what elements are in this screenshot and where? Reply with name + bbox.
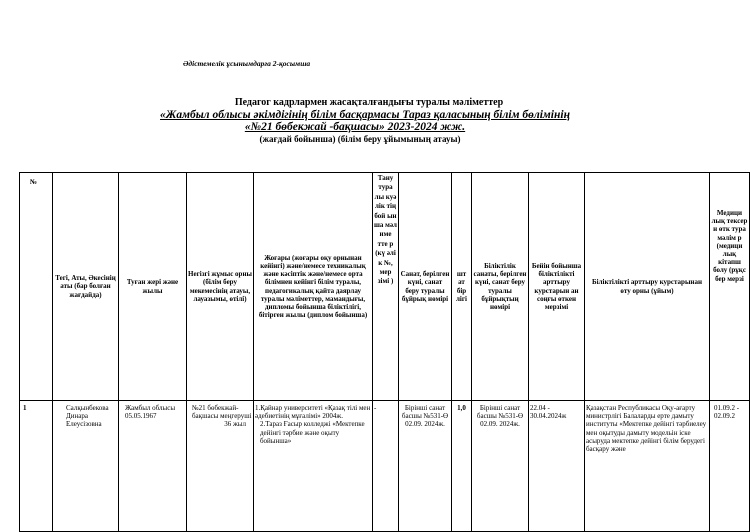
title-line-4: (жағдай бойынша) (білім беру ұйымының атауы)	[259, 134, 461, 144]
row-qualification: Бірінші санат басшы №531-Ө 02.09. 2024ж.	[472, 401, 529, 532]
row-training-period: 22.04 - 30.04.2024ж	[529, 401, 585, 532]
row-education-item: 1.Қайнар университеті «Қазақ тілі мен әдебиетінің мұғалімі» 2004ж.	[255, 404, 371, 421]
header-medical: Медици лық тексер н өтк тура мәлім р (медици лық кітапш болу (рұқс бер мерзі	[710, 173, 750, 401]
row-work-place: №21 бөбекжай-бақшасы меңгеруші	[192, 404, 252, 421]
header-num: №	[20, 173, 53, 401]
row-education-item: 2.Тараз Ғасыр колледжі «Мектепке дейінгі тәрбие және оқыту бойынша»	[260, 420, 365, 445]
row-shtat: 1,0	[452, 401, 472, 532]
row-birth: Жамбыл облысы 05.05.1967	[119, 401, 187, 532]
title-line-3: «№21 бөбекжай -бақшасы» 2023-2024 жж.	[244, 121, 466, 133]
staff-table	[19, 172, 750, 532]
document-title	[0, 97, 750, 145]
row-num: 1	[20, 401, 53, 532]
header-shtat: шт ат бір лігі	[452, 173, 472, 401]
header-education: Жоғары (жоғары оқу орнынан кейінгі) және/немесе техникалық және кәсіптік және/немесе орта білімнен кейінгі білім туралы, педагогикалық қайта даярлау туралы мәліметтер, мамандығы, дипломы бойынша біліктілігі, бітірген жылы (диплом бойынша)	[254, 173, 373, 401]
row-education	[254, 401, 373, 532]
header-category: Санат, берілген күні, санат беру туралы бұйрық нөмірі	[399, 173, 452, 401]
row-training-place: Қазақстан Республикасы Оқу-ағарту министрлігі Балаларды ерте дамыту институты «Мектепке дейінгі тәрбиелеу мен оқытуды дамыту модельін іске асыруда мектепке дейінгі білім берудегі басқару және	[585, 401, 710, 532]
header-training-period: Бейін бойынша біліктілікті арттыру курстарын ан соңғы өткен мерзімі	[529, 173, 585, 401]
header-training-place: Біліктілікті арттыру курстарынан өту орны (ұйым)	[585, 173, 710, 401]
header-birth: Туған жері және жылы	[119, 173, 187, 401]
header-qualification: Біліктілік санаты, берілген күні, санат беру туралы бұйрықтың нөмірі	[472, 173, 529, 401]
table-row	[20, 401, 750, 532]
table-header-row	[20, 173, 750, 401]
header-name: Тегі, Аты, Әкесінің аты (бар болған жағдайда)	[53, 173, 119, 401]
row-name: Салқынбекова Динара Елеусізовна	[53, 401, 119, 532]
row-work-stage: 36 жыл	[224, 420, 246, 429]
title-line-1: Педагог кадрлармен жасақталғандығы туралы мәліметтер	[234, 97, 504, 108]
row-category: Бірінші санат басшы №531-Ө 02.09. 2024ж.	[399, 401, 452, 532]
row-recognition: -	[373, 401, 399, 532]
row-work	[187, 401, 254, 532]
title-line-2: «Жамбыл облысы әкімдігінің білім басқармасы Тараз қаласының білім бөлімінің	[160, 109, 570, 121]
appendix-note: Әдістемелік ұсынымдарға 2-қосымша	[183, 59, 311, 68]
header-recognition: Тану тура лы куә лік тің бой ын ша мәл име тте р (кү әлі к №, мер зімі )	[373, 173, 399, 401]
row-medical: 01.09.2 - 02.09.2	[710, 401, 750, 532]
header-work: Негізгі жұмыс орны (білім беру мекемесінің атауы, лауазымы, өтілі)	[187, 173, 254, 401]
